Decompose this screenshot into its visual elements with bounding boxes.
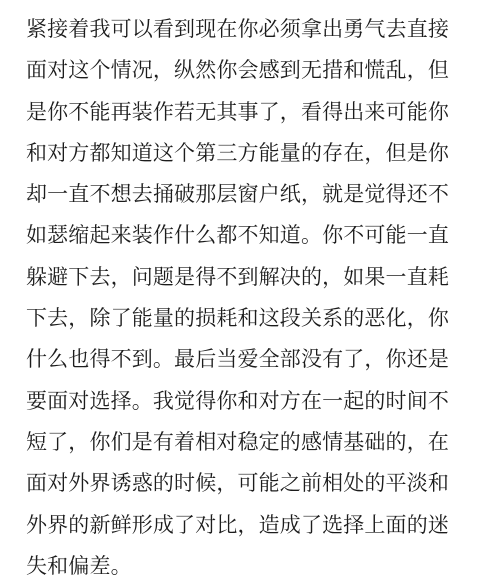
text-line-12: 面对外界诱惑的时候，可能之前相处的平淡和 bbox=[26, 471, 449, 496]
article-body bbox=[26, 9, 488, 587]
text-line-13: 外界的新鲜形成了对比，造成了选择上面的迷 bbox=[26, 512, 449, 537]
text-line-6: 如瑟缩起来装作什么都不知道。你不可能一直 bbox=[26, 223, 449, 248]
text-line-11: 短了，你们是有着相对稳定的感情基础的，在 bbox=[26, 429, 449, 454]
text-line-2: 面对这个情况，纵然你会感到无措和慌乱，但 bbox=[26, 58, 449, 83]
text-line-3: 是你不能再装作若无其事了，看得出来可能你 bbox=[26, 99, 449, 124]
text-line-10: 要面对选择。我觉得你和对方在一起的时间不 bbox=[26, 388, 449, 413]
text-line-8: 下去，除了能量的损耗和这段关系的恶化，你 bbox=[26, 306, 449, 331]
text-line-5: 却一直不想去捅破那层窗户纸，就是觉得还不 bbox=[26, 182, 449, 207]
text-line-9: 什么也得不到。最后当爱全部没有了，你还是 bbox=[26, 347, 449, 372]
text-line-1: 紧接着我可以看到现在你必须拿出勇气去直接 bbox=[26, 17, 449, 41]
text-line-4: 和对方都知道这个第三方能量的存在，但是你 bbox=[26, 140, 449, 165]
text-line-14: 失和偏差。 bbox=[26, 553, 132, 578]
text-line-7: 躲避下去，问题是得不到解决的，如果一直耗 bbox=[26, 264, 449, 289]
